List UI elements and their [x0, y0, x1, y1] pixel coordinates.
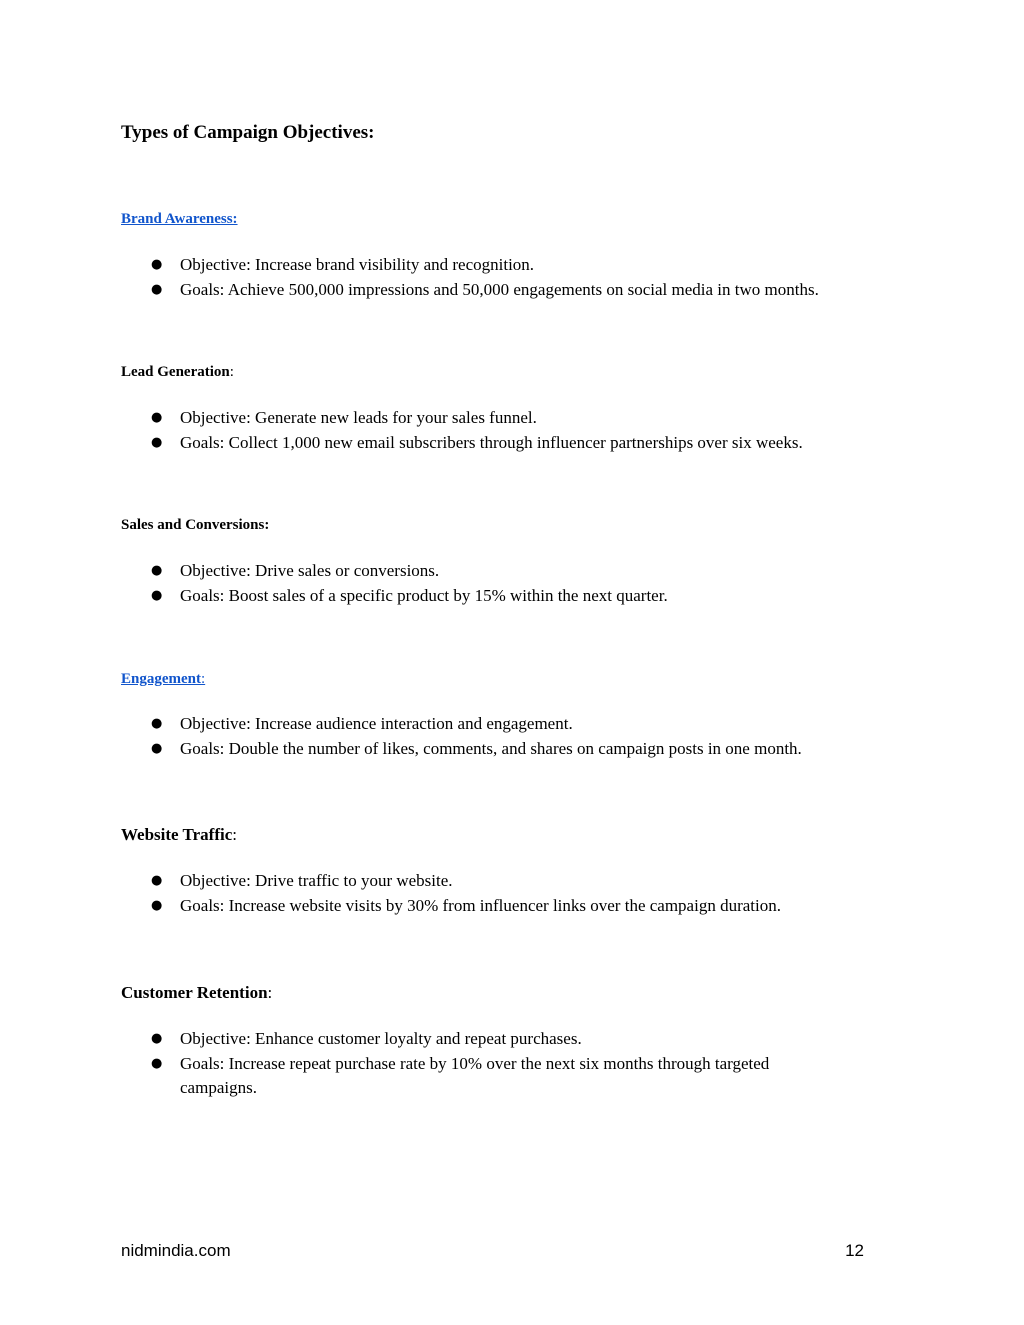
section-heading: [121, 515, 901, 535]
list-item: [121, 406, 901, 431]
list-item: [121, 253, 901, 278]
list-item: [121, 869, 901, 894]
list-item: [121, 584, 901, 609]
bullet-icon: ●: [151, 716, 163, 731]
bullet-list: [121, 712, 901, 761]
bullet-text: Goals: Boost sales of a specific product by 15% within the next quarter.: [180, 585, 668, 605]
section-sales-and-conversions: [121, 515, 901, 608]
bullet-text: Goals: Achieve 500,000 impressions and 50,000 engagements on social media in two months.: [180, 279, 819, 299]
engagement-link[interactable]: [121, 671, 205, 687]
section-website-traffic: [121, 824, 901, 918]
bullet-icon: ●: [151, 1055, 163, 1071]
heading-colon: :: [229, 364, 234, 380]
section-heading: [121, 209, 901, 229]
bullet-list: [121, 869, 901, 918]
list-item: [121, 894, 901, 919]
list-item: [121, 278, 901, 303]
heading-title: Sales and Conversions:: [121, 517, 270, 533]
section-customer-retention: [121, 982, 901, 1101]
bullet-icon: ●: [151, 563, 163, 578]
section-heading: [121, 669, 901, 689]
list-item: [121, 559, 901, 584]
heading-colon: :: [232, 825, 237, 844]
bullet-text: Objective: Generate new leads for your sales funnel.: [180, 408, 537, 427]
bullet-icon: ●: [151, 873, 163, 888]
footer-page-number: 12: [845, 1241, 864, 1260]
section-heading: [121, 982, 901, 1004]
footer-site-name: nidmindia.com: [121, 1241, 231, 1260]
heading-colon: :: [201, 671, 206, 687]
heading-colon: :: [267, 983, 273, 1002]
bullet-list: [121, 253, 901, 302]
bullet-icon: ●: [151, 897, 163, 913]
list-item: [121, 737, 901, 762]
bullet-text: Goals: Increase website visits by 30% from influencer links over the campaign duration.: [180, 895, 781, 915]
heading-title: Customer Retention: [121, 983, 268, 1002]
heading-title: Lead Generation: [121, 364, 230, 380]
bullet-text: Objective: Enhance customer loyalty and repeat purchases.: [180, 1029, 582, 1048]
section-heading: [121, 362, 901, 382]
bullet-icon: ●: [151, 410, 163, 425]
bullet-text: Objective: Increase brand visibility and recognition.: [180, 255, 535, 274]
bullet-icon: ●: [151, 1031, 163, 1046]
heading-title: Website Traffic: [121, 825, 233, 844]
bullet-list: [121, 406, 901, 455]
list-item: [121, 1052, 841, 1101]
bullet-icon: ●: [151, 587, 163, 603]
heading-title: Engagement: [121, 671, 201, 687]
section-engagement: [121, 669, 901, 761]
bullet-text: Objective: Drive sales or conversions.: [180, 561, 440, 580]
bullet-text: Goals: Increase repeat purchase rate by 10% over the next six months through targeted campaigns.: [180, 1053, 770, 1097]
bullet-icon: ●: [151, 281, 163, 297]
section-brand-awareness: [121, 209, 901, 302]
bullet-list: [121, 559, 901, 608]
bullet-icon: ●: [151, 434, 163, 450]
bullet-text: Objective: Drive traffic to your website.: [180, 871, 453, 890]
bullet-text: Goals: Double the number of likes, comments, and shares on campaign posts in one month.: [180, 738, 802, 758]
section-lead-generation: [121, 362, 901, 455]
brand-awareness-link[interactable]: Brand Awareness:: [121, 211, 238, 227]
list-item: [121, 712, 901, 737]
bullet-text: Goals: Collect 1,000 new email subscribers through influencer partnerships over six weeks.: [180, 432, 803, 452]
bullet-icon: ●: [151, 257, 163, 272]
list-item: [121, 431, 901, 456]
section-heading: [121, 824, 901, 846]
bullet-list: [121, 1027, 841, 1101]
bullet-icon: ●: [151, 740, 163, 756]
bullet-text: Objective: Increase audience interaction and engagement.: [180, 714, 573, 733]
list-item: [121, 1027, 841, 1052]
page-title: Types of Campaign Objectives:: [121, 122, 375, 143]
